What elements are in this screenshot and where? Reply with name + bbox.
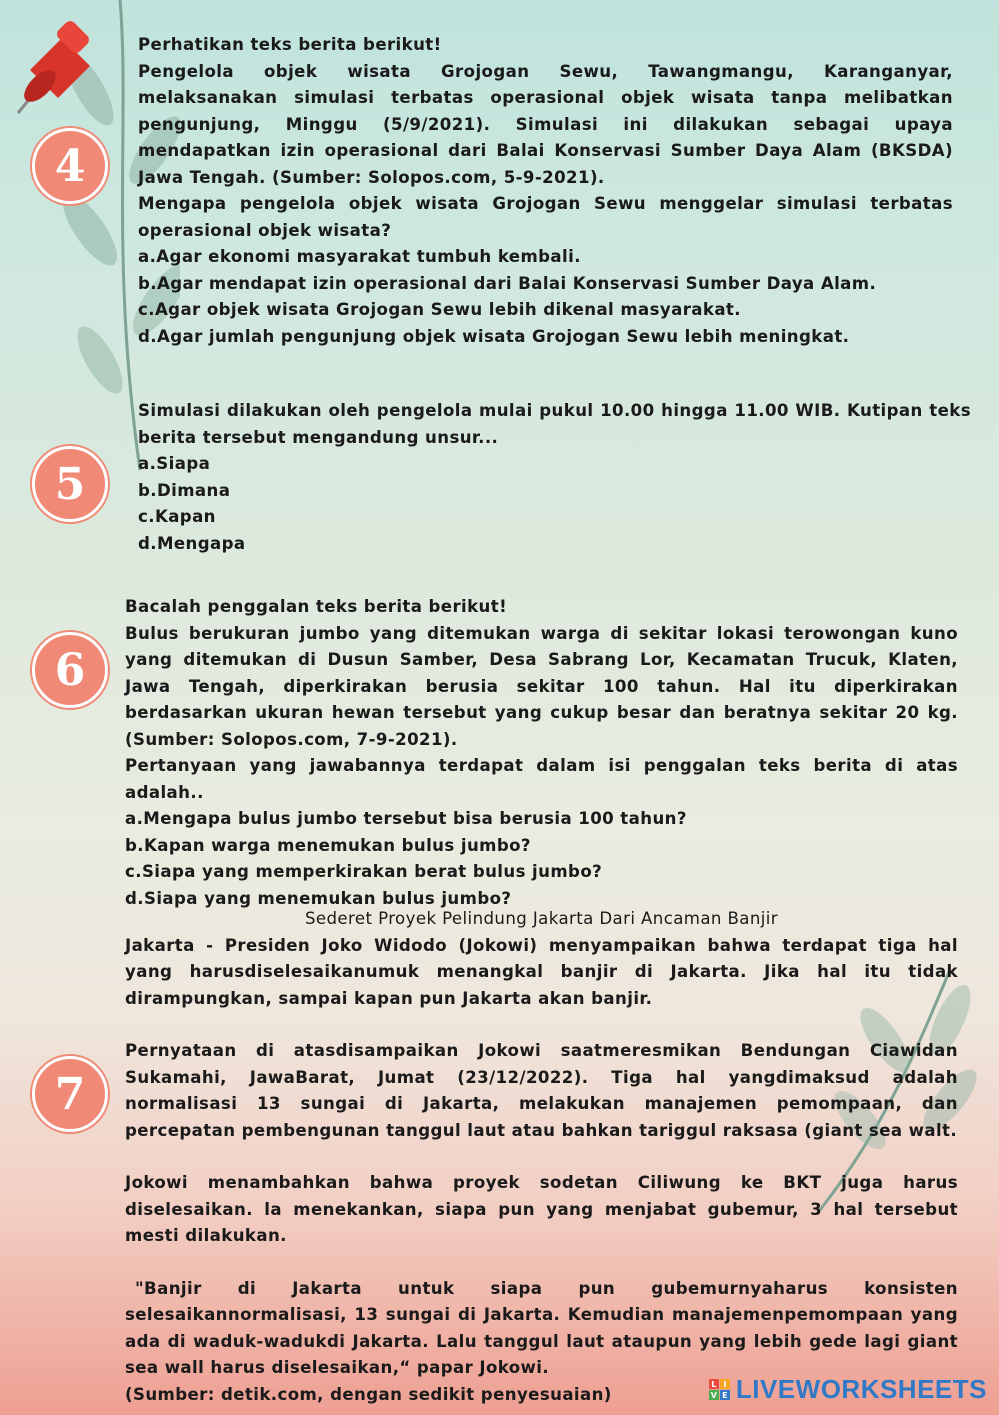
article-paragraph: Pernyataan di atasdisampaikan Jokowi saatmeresmikan Bendungan Ciawidan Sukamahi, JawaBarat, Jumat (23/12/2022). Tiga hal yangdimaksud adalah normalisasi 13 sungai di Jakarta, melakukan manajemen pemompaan, dan percepatan pembengunan tanggul laut atau bahkan tariggul raksasa (giant sea walt. (125, 1041, 958, 1140)
article-source: (Sumber: detik.com, dengan sedikit penyesuaian) (125, 1384, 612, 1404)
article-paragraph: "Banjir di Jakarta untuk siapa pun gubemurnyaharus konsisten selesaikannormalisasi, 13 sungai di Jakarta. Kemudian manajemenpemompaan yang ada di waduk-wadukdi Jakarta. Lalu tanggul laut ataupun yang lebih gede lagi giant sea wall harus diselesaikan,“ papar Jokowi. (125, 1278, 958, 1377)
option-d[interactable]: d.Siapa yang menemukan bulus jumbo? (125, 888, 512, 908)
instruction: Bacalah penggalan teks berita berikut! (125, 597, 508, 616)
question-text: Mengapa pengelola objek wisata Grojogan Sewu menggelar simulasi terbatas operasional objek wisata? (138, 194, 953, 240)
liveworksheets-watermark (709, 1374, 987, 1405)
option-a[interactable]: a.Agar ekonomi masyarakat tumbuh kembali. (138, 247, 581, 266)
option-a[interactable]: a.Siapa (138, 454, 211, 473)
question-4-block (138, 32, 953, 350)
option-b[interactable]: b.Kapan warga menemukan bulus jumbo? (125, 835, 531, 855)
push-pin-icon (0, 18, 110, 128)
option-d[interactable]: d.Agar jumlah pengunjung objek wisata Grojogan Sewu lebih meningkat. (138, 326, 850, 346)
question-5-block (138, 398, 971, 557)
question-6-block (125, 594, 958, 912)
question-text: Pertanyaan yang jawabannya terdapat dalam isi penggalan teks berita di atas adalah.. (125, 756, 958, 802)
article-paragraph: Jokowi menambahkan bahwa proyek sodetan Ciliwung ke BKT juga harus diselesaikan. la menekankan, siapa pun yang menjabat gubemur, 3 hal tersebut mesti dilakukan. (125, 1173, 958, 1245)
option-b[interactable]: b.Dimana (138, 480, 231, 500)
option-c[interactable]: c.Siapa yang memperkirakan berat bulus jumbo? (125, 862, 603, 881)
question-number-badge: 5 (32, 446, 108, 522)
news-passage: Pengelola objek wisata Grojogan Sewu, Tawangmangu, Karanganyar, melaksanakan simulasi terbatas operasional objek wisata tanpa melibatkan pengunjung, Minggu (5/9/2021). Simulasi ini dilakukan sebagai upaya mendapatkan izin operasional dari Balai Konservasi Sumber Daya Alam (BKSDA) Jawa Tengah. (Sumber: Solopos.com, 5-9-2021). (138, 61, 953, 187)
article-paragraph: Jakarta - Presiden Joko Widodo (Jokowi) menyampaikan bahwa terdapat tiga hal yang harusdiselesaikanumuk menangkal banjir di Jakarta. Jika hal itu tidak dirampungkan, sampai kapan pun Jakarta akan banjir. (125, 935, 958, 1008)
article-title: Sederet Proyek Pelindung Jakarta Dari Ancaman Banjir (304, 909, 779, 928)
news-passage: Bulus berukuran jumbo yang ditemukan warga di sekitar lokasi terowongan kuno yang ditemukan di Dusun Samber, Desa Sabrang Lor, Kecamatan Trucuk, Klaten, Jawa Tengah, diperkirakan berusia sekitar 100 tahun. Hal itu diperkirakan berdasarkan ukuran hewan tersebut yang cukup besar dan beratnya sekitar 20 kg. (Sumber: Solopos.com, 7-9-2021). (125, 623, 958, 749)
option-c[interactable]: c.Kapan (138, 507, 216, 526)
option-d[interactable]: d.Mengapa (138, 533, 246, 553)
question-text: Simulasi dilakukan oleh pengelola mulai pukul 10.00 hingga 11.00 WIB. Kutipan teks berita tersebut mengandung unsur... (138, 401, 971, 447)
liveworksheets-text: LIVEWORKSHEETS (735, 1374, 987, 1404)
option-a[interactable]: a.Mengapa bulus jumbo tersebut bisa berusia 100 tahun? (125, 809, 687, 828)
liveworksheets-logo-icon: L I V E (709, 1379, 730, 1400)
question-number-badge: 4 (32, 128, 108, 204)
option-b[interactable]: b.Agar mendapat izin operasional dari Balai Konservasi Sumber Daya Alam. (138, 273, 877, 293)
option-c[interactable]: c.Agar objek wisata Grojogan Sewu lebih dikenal masyarakat. (138, 300, 741, 319)
question-number-badge: 6 (32, 632, 108, 708)
question-7-block (125, 906, 958, 1408)
instruction: Perhatikan teks berita berikut! (138, 35, 442, 54)
question-number-badge: 7 (32, 1056, 108, 1132)
